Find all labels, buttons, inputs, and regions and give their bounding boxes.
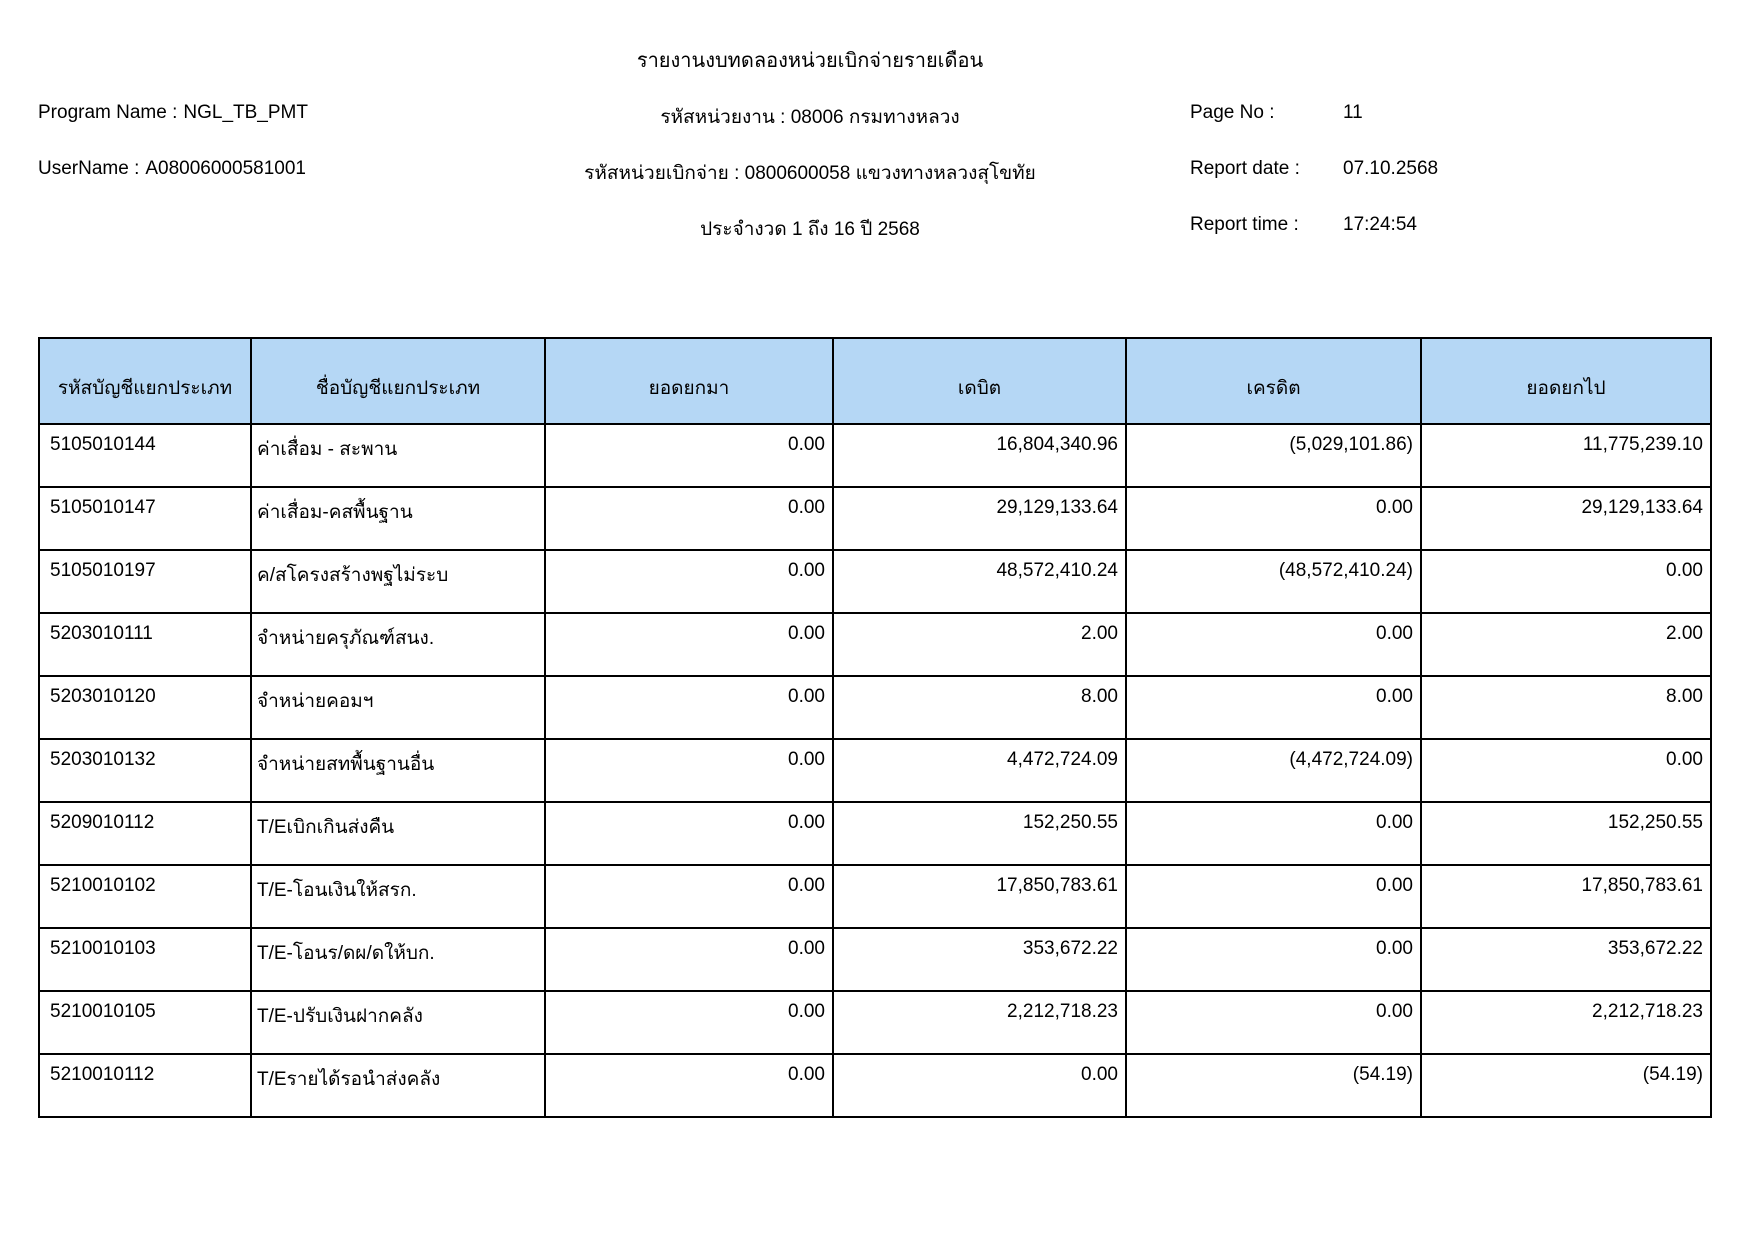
table-row — [39, 739, 1711, 802]
debit-cell: 17,850,783.61 — [833, 865, 1126, 928]
page-no-label: Page No : — [1190, 102, 1275, 123]
carry-forward-cell: 11,775,239.10 — [1421, 424, 1711, 487]
table-row — [39, 865, 1711, 928]
balance-forward-cell: 0.00 — [545, 550, 833, 613]
username-line — [38, 158, 306, 180]
debit-cell: 29,129,133.64 — [833, 487, 1126, 550]
table-row — [39, 991, 1711, 1054]
agency-code-line: รหัสหน่วยงาน : 08006 กรมทางหลวง — [660, 107, 960, 128]
carry-forward-cell: 17,850,783.61 — [1421, 865, 1711, 928]
disbursement-code-line: รหัสหน่วยเบิกจ่าย : 0800600058 แขวงทางหลวงสุโขทัย — [584, 163, 1036, 184]
page-no-value: 11 — [1343, 102, 1363, 123]
credit-cell: 0.00 — [1126, 676, 1421, 739]
table-header-row — [39, 338, 1711, 424]
table-row — [39, 802, 1711, 865]
report-time-value: 17:24:54 — [1343, 214, 1417, 235]
account-name-cell: T/E-โอนเงินให้สรก. — [251, 865, 545, 928]
table-row — [39, 1054, 1711, 1117]
credit-cell: 0.00 — [1126, 865, 1421, 928]
credit-cell: (5,029,101.86) — [1126, 424, 1421, 487]
report-date-label: Report date : — [1190, 158, 1300, 179]
carry-forward-cell: 152,250.55 — [1421, 802, 1711, 865]
account-code-cell: 5105010144 — [39, 424, 251, 487]
debit-cell: 4,472,724.09 — [833, 739, 1126, 802]
account-name-cell: ค่าเสื่อม-คสพื้นฐาน — [251, 487, 545, 550]
balance-forward-cell: 0.00 — [545, 424, 833, 487]
program-name-value: NGL_TB_PMT — [183, 102, 308, 123]
debit-cell: 48,572,410.24 — [833, 550, 1126, 613]
column-header-balance-forward: ยอดยกมา — [545, 338, 833, 424]
username-label: UserName : — [38, 158, 140, 179]
credit-cell: (54.19) — [1126, 1054, 1421, 1117]
table-row — [39, 928, 1711, 991]
account-code-cell: 5203010120 — [39, 676, 251, 739]
balance-forward-cell: 0.00 — [545, 928, 833, 991]
column-header-account-name: ชื่อบัญชีแยกประเภท — [251, 338, 545, 424]
account-code-cell: 5105010147 — [39, 487, 251, 550]
program-name-line — [38, 102, 308, 124]
account-name-cell: ค/สโครงสร้างพฐไม่ระบ — [251, 550, 545, 613]
debit-cell: 16,804,340.96 — [833, 424, 1126, 487]
table-row — [39, 487, 1711, 550]
account-name-cell: T/E-ปรับเงินฝากคลัง — [251, 991, 545, 1054]
carry-forward-cell: (54.19) — [1421, 1054, 1711, 1117]
account-code-cell: 5210010102 — [39, 865, 251, 928]
credit-cell: 0.00 — [1126, 991, 1421, 1054]
account-name-cell: ค่าเสื่อม - สะพาน — [251, 424, 545, 487]
credit-cell: (4,472,724.09) — [1126, 739, 1421, 802]
account-code-cell: 5203010111 — [39, 613, 251, 676]
account-name-cell: จำหน่ายสทพื้นฐานอื่น — [251, 739, 545, 802]
table-row — [39, 550, 1711, 613]
column-header-credit: เครดิต — [1126, 338, 1421, 424]
program-name-label: Program Name : — [38, 102, 178, 123]
debit-cell: 2,212,718.23 — [833, 991, 1126, 1054]
column-header-carry-forward: ยอดยกไป — [1421, 338, 1711, 424]
account-name-cell: T/Eเบิกเกินส่งคืน — [251, 802, 545, 865]
page-title: รายงานงบทดลองหน่วยเบิกจ่ายรายเดือน — [636, 50, 984, 72]
column-header-debit: เดบิต — [833, 338, 1126, 424]
debit-cell: 0.00 — [833, 1054, 1126, 1117]
debit-cell: 152,250.55 — [833, 802, 1126, 865]
report-date-value: 07.10.2568 — [1343, 158, 1439, 179]
trial-balance-table — [38, 337, 1712, 1118]
table-row — [39, 613, 1711, 676]
balance-forward-cell: 0.00 — [545, 487, 833, 550]
account-code-cell: 5210010112 — [39, 1054, 251, 1117]
report-time-label: Report time : — [1190, 214, 1299, 235]
balance-forward-cell: 0.00 — [545, 802, 833, 865]
table-row — [39, 676, 1711, 739]
table-row — [39, 424, 1711, 487]
balance-forward-cell: 0.00 — [545, 739, 833, 802]
credit-cell: 0.00 — [1126, 928, 1421, 991]
debit-cell: 353,672.22 — [833, 928, 1126, 991]
carry-forward-cell: 0.00 — [1421, 550, 1711, 613]
balance-forward-cell: 0.00 — [545, 676, 833, 739]
balance-forward-cell: 0.00 — [545, 1054, 833, 1117]
carry-forward-cell: 8.00 — [1421, 676, 1711, 739]
credit-cell: 0.00 — [1126, 487, 1421, 550]
carry-forward-cell: 29,129,133.64 — [1421, 487, 1711, 550]
account-code-cell: 5209010112 — [39, 802, 251, 865]
carry-forward-cell: 2,212,718.23 — [1421, 991, 1711, 1054]
account-code-cell: 5210010105 — [39, 991, 251, 1054]
balance-forward-cell: 0.00 — [545, 865, 833, 928]
account-code-cell: 5210010103 — [39, 928, 251, 991]
username-value: A08006000581001 — [145, 158, 306, 179]
account-name-cell: จำหน่ายครุภัณฑ์สนง. — [251, 613, 545, 676]
account-name-cell: T/Eรายได้รอนำส่งคลัง — [251, 1054, 545, 1117]
account-code-cell: 5105010197 — [39, 550, 251, 613]
credit-cell: 0.00 — [1126, 802, 1421, 865]
credit-cell: 0.00 — [1126, 613, 1421, 676]
account-name-cell: T/E-โอนร/ดผ/ดให้บก. — [251, 928, 545, 991]
carry-forward-cell: 0.00 — [1421, 739, 1711, 802]
balance-forward-cell: 0.00 — [545, 613, 833, 676]
credit-cell: (48,572,410.24) — [1126, 550, 1421, 613]
account-code-cell: 5203010132 — [39, 739, 251, 802]
debit-cell: 2.00 — [833, 613, 1126, 676]
debit-cell: 8.00 — [833, 676, 1126, 739]
carry-forward-cell: 353,672.22 — [1421, 928, 1711, 991]
balance-forward-cell: 0.00 — [545, 991, 833, 1054]
carry-forward-cell: 2.00 — [1421, 613, 1711, 676]
period-line: ประจำงวด 1 ถึง 16 ปี 2568 — [700, 219, 920, 240]
account-name-cell: จำหน่ายคอมฯ — [251, 676, 545, 739]
column-header-account-code: รหัสบัญชีแยกประเภท — [39, 338, 251, 424]
